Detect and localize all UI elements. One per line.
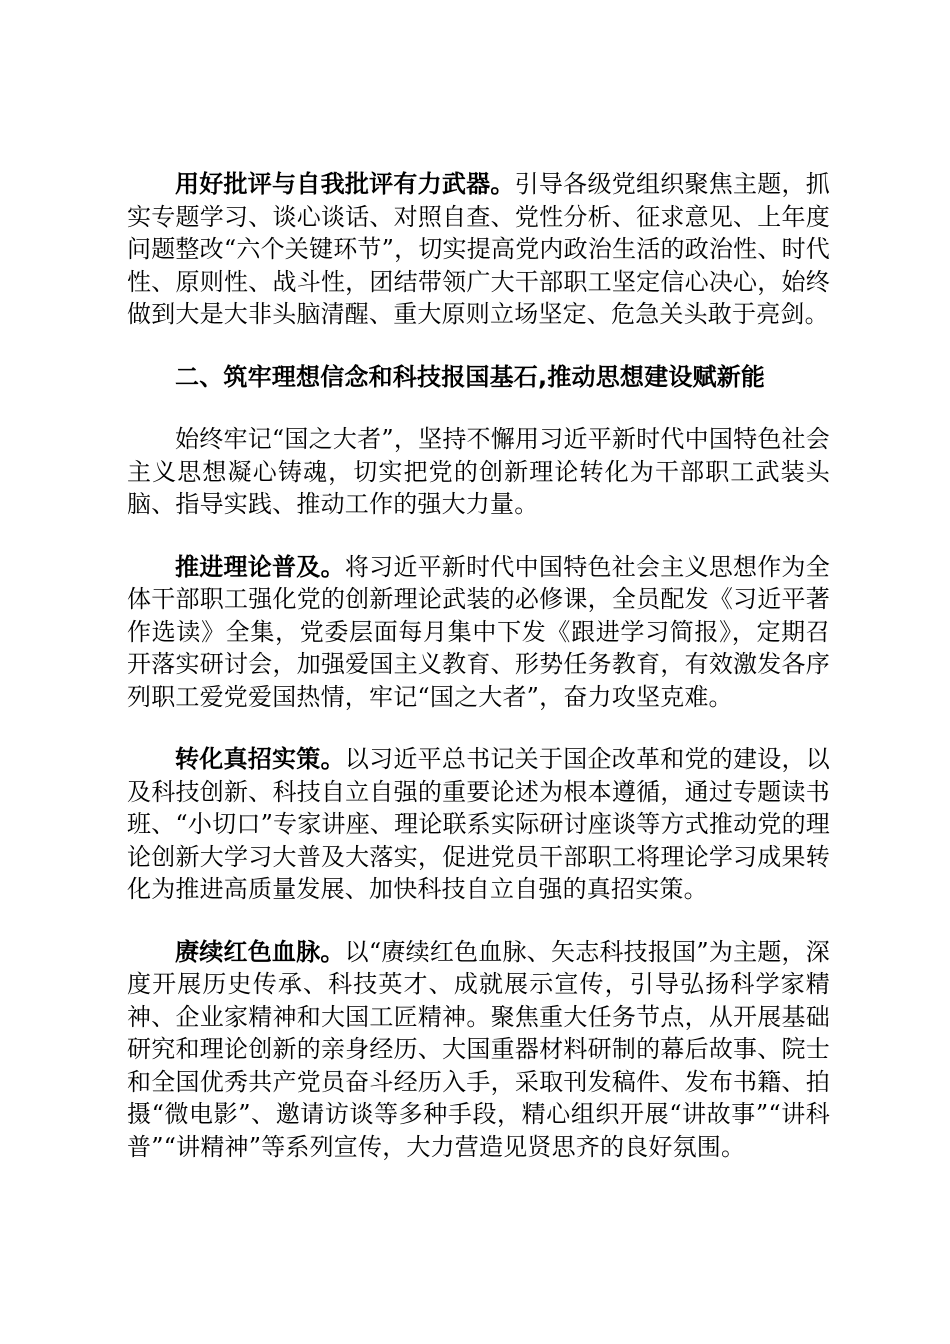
- paragraph-red-bloodline: [127, 936, 830, 1164]
- paragraph-criticism: [127, 168, 830, 331]
- paragraph-body: 引导各级党组织聚焦主题，抓实专题学习、谈心谈话、对照自查、党性分析、征求意见、上年度问题整改“六个关键环节”，切实提高党内政治生活的政治性、时代性、原则性、战斗性，团结带领广大干部职工坚定信心决心，始终做到大是大非头脑清醒、重大原则立场坚定、危急关头敢于亮剑。: [127, 170, 830, 328]
- paragraph-lead: 推进理论普及。: [175, 552, 345, 581]
- paragraph-body: 将习近平新时代中国特色社会主义思想作为全体干部职工强化党的创新理论武装的必修课，全员配发《习近平著作选读》全集，党委层面每月集中下发《跟进学习简报》，定期召开落实研讨会，加强爱国主义教育、形势任务教育，有效激发各序列职工爱党爱国热情，牢记“国之大者”，奋力攻坚克难。: [127, 552, 831, 711]
- document-page: [127, 168, 830, 1193]
- paragraph-lead: 转化真招实策。: [175, 745, 345, 773]
- paragraph-body: 以习近平总书记关于国企改革和党的建设，以及科技创新、科技自立自强的重要论述为根本遵循，通过专题读书班、“小切口”专家讲座、理论联系实际研讨座谈等方式推动党的理论创新大学习大普及大落实，促进党员干部职工将理论学习成果转化为推进高质量发展、加快科技自立自强的真招实策。: [127, 745, 831, 903]
- section-intro: 始终牢记“国之大者”，坚持不懈用习近平新时代中国特色社会主义思想凝心铸魂，切实把党的创新理论转化为干部职工武装头脑、指导实践、推动工作的强大力量。: [127, 425, 830, 518]
- paragraph-lead: 用好批评与自我批评有力武器。: [175, 170, 515, 198]
- section-heading: 二、筑牢理想信念和科技报国基石,推动思想建设赋新能: [175, 362, 766, 391]
- paragraph-measures: [127, 743, 830, 906]
- paragraph-lead: 赓续红色血脉。: [175, 937, 345, 966]
- paragraph-body: 以“赓续红色血脉、矢志科技报国”为主题，深度开展历史传承、科技英才、成就展示宣传，引导弘扬科学家精神、企业家精神和大国工匠精神。聚焦重大任务节点，从开展基础研究和理论创新的亲身经历、大国重器材料研制的幕后故事、院士和全国优秀共产党员奋斗经历入手，采取刊发稿件、发布书籍、拍摄“微电影”、邀请访谈等多种手段，精心组织开展“讲故事”“讲科普”“讲精神”等系列宣传，大力营造见贤思齐的良好氛围。: [127, 937, 830, 1161]
- paragraph-theory: [127, 551, 830, 714]
